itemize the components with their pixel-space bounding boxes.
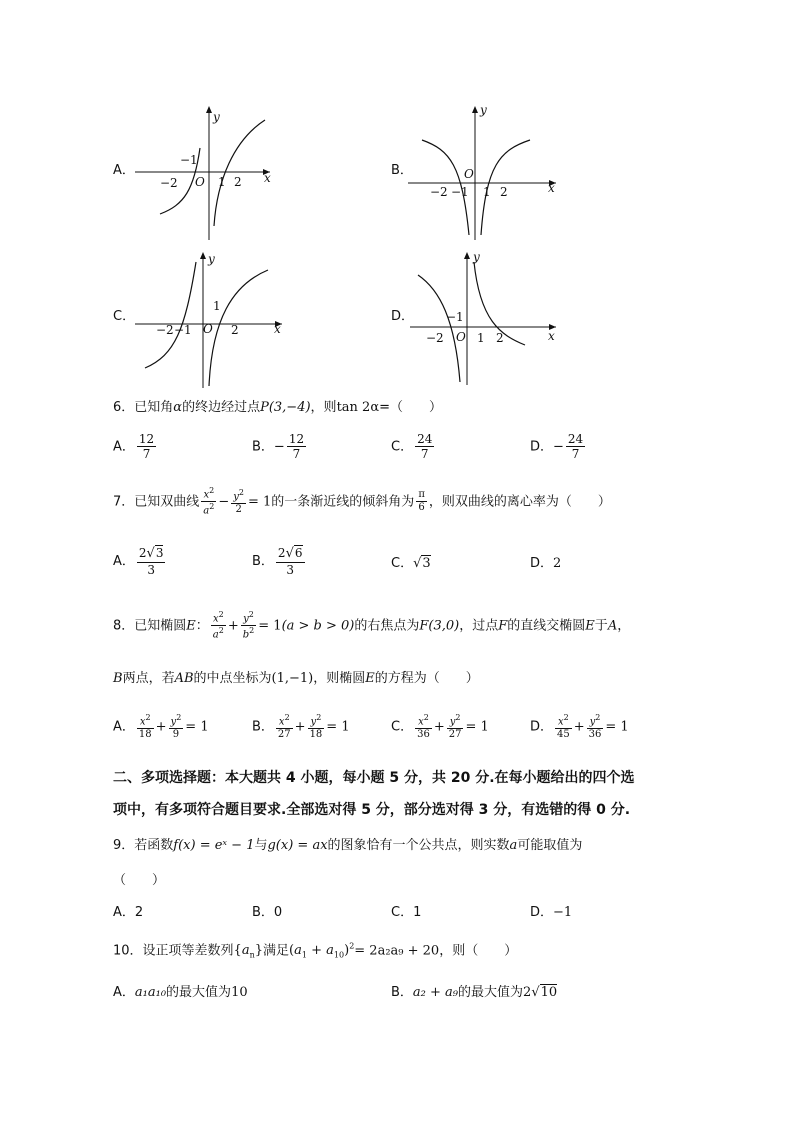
graph-c-y-label: y (208, 252, 215, 266)
graph-c-origin: O (203, 322, 213, 336)
graph-d-tick-1: 1 (477, 331, 485, 345)
option-d-label: D． (391, 309, 415, 324)
graph-d-x-label: x (548, 329, 555, 343)
section-2-heading-line2: 项中，有多项符合题目要求.全部选对得 5 分，部分选对得 3 分，有选错的得 0 分. (113, 802, 631, 818)
question-8-stem-line2: B两点，若AB的中点坐标为(1,−1)，则椭圆E的方程为（ ） (113, 671, 479, 686)
question-8-option-a[interactable]: A． $\frac{x^2}{18}$ + $\frac{y^2}{9}$ = 1 (113, 713, 209, 741)
graph-b-origin: O (464, 167, 474, 181)
graph-b-tick-neg2: −2 (430, 185, 448, 199)
option-b-label: B． (391, 163, 413, 178)
question-9-option-b[interactable]: B．0 (252, 905, 283, 920)
question-9-stem: 9．若函数f(x) = eˣ − 1与g(x) = ax的图象恰有一个公共点，则实数a可能取值为 (113, 838, 583, 853)
graph-b-tick-2: 2 (500, 185, 508, 199)
question-7-option-a[interactable]: A． $\frac{2√3}{3}$ (113, 546, 164, 577)
graph-c-tick-neg1: −1 (174, 323, 192, 337)
question-10-option-a[interactable]: A．a₁a₁₀的最大值为10 (113, 985, 248, 1000)
graph-b-y-label: y (480, 103, 487, 117)
graph-b-x-label: x (548, 181, 555, 195)
graph-a-y-label: y (213, 110, 220, 124)
graph-d-tick-neg1: −1 (446, 310, 464, 324)
question-7-option-b[interactable]: B． $\frac{2√6}{3}$ (252, 546, 303, 577)
graph-d-y-label: y (473, 250, 480, 264)
question-6-option-a[interactable]: A． $\frac{12}{7}$ (113, 432, 155, 462)
graph-d-tick-neg2: −2 (426, 331, 444, 345)
question-8-option-b[interactable]: B． $\frac{x^2}{27}$ + $\frac{y^2}{18}$ = 1 (252, 713, 350, 741)
graph-c-tick-neg2: −2 (156, 323, 174, 337)
graph-a-tick-neg1: −1 (180, 153, 198, 167)
question-8-stem-line1: 8．已知椭圆E： $\frac{x^2}{a^2}$ + $\frac{y^2}{b^2}$ = 1(a > b > 0)的右焦点为F(3,0)，过点F的直线交椭圆E于A， (113, 610, 631, 641)
section-2-heading-line1: 二、多项选择题：本大题共 4 小题，每小题 5 分，共 20 分.在每小题给出的四个选 (113, 770, 635, 786)
question-9-option-d[interactable]: D．−1 (530, 905, 573, 920)
question-8-option-d[interactable]: D． $\frac{x^2}{45}$ + $\frac{y^2}{36}$ = 1 (530, 713, 629, 741)
question-6-stem: 6．已知角α的终边经过点P(3,−4)，则tan 2α=（ ） (113, 400, 442, 415)
graph-c-tick-2: 2 (231, 323, 239, 337)
question-7-stem: 7．已知双曲线 $\frac{x^2}{a^2}$ − $\frac{y^2}{2}$ = 1的一条渐近线的倾斜角为 $\frac{\pi}{6}$ ，则双曲线的离心率为（ ） (113, 486, 611, 517)
question-10-stem: 10．设正项等差数列$\{a_n\}$满足$(a_1 + a_{10})^2= 2a_2a_9 + 20$，则（ ） (113, 942, 518, 960)
graph-a-origin: O (195, 175, 205, 189)
question-9-paren: （ ） (113, 873, 166, 888)
graph-b-tick-1: 1 (483, 185, 491, 199)
graph-d-tick-2: 2 (496, 331, 504, 345)
graph-c-x-label: x (274, 322, 281, 336)
question-8-option-c[interactable]: C． $\frac{x^2}{36}$ + $\frac{y^2}{27}$ = 1 (391, 713, 489, 741)
question-9-option-c[interactable]: C．1 (391, 905, 422, 920)
graph-c-tick-1: 1 (213, 299, 221, 313)
graph-d-origin: O (456, 330, 466, 344)
graph-a-tick-1: 1 (218, 175, 226, 189)
graph-a-tick-2: 2 (234, 175, 242, 189)
question-7-option-c[interactable]: C．√3 (391, 556, 431, 571)
question-9-option-a[interactable]: A．2 (113, 905, 144, 920)
graph-d (0, 0, 794, 400)
graph-a-tick-neg2: −2 (160, 176, 178, 190)
option-c-label: C． (113, 309, 136, 324)
graph-b-tick-neg1: −1 (451, 185, 469, 199)
question-6-option-d[interactable]: D．− $\frac{24}{7}$ (530, 432, 584, 462)
question-6-option-b[interactable]: B．− $\frac{12}{7}$ (252, 432, 305, 462)
question-7-option-d[interactable]: D．2 (530, 556, 562, 571)
graph-a-x-label: x (264, 171, 271, 185)
question-6-option-c[interactable]: C． $\frac{24}{7}$ (391, 432, 433, 462)
question-10-option-b[interactable]: B．a₂ + a₉的最大值为2√10 (391, 985, 558, 1000)
option-a-label: A． (113, 163, 135, 178)
